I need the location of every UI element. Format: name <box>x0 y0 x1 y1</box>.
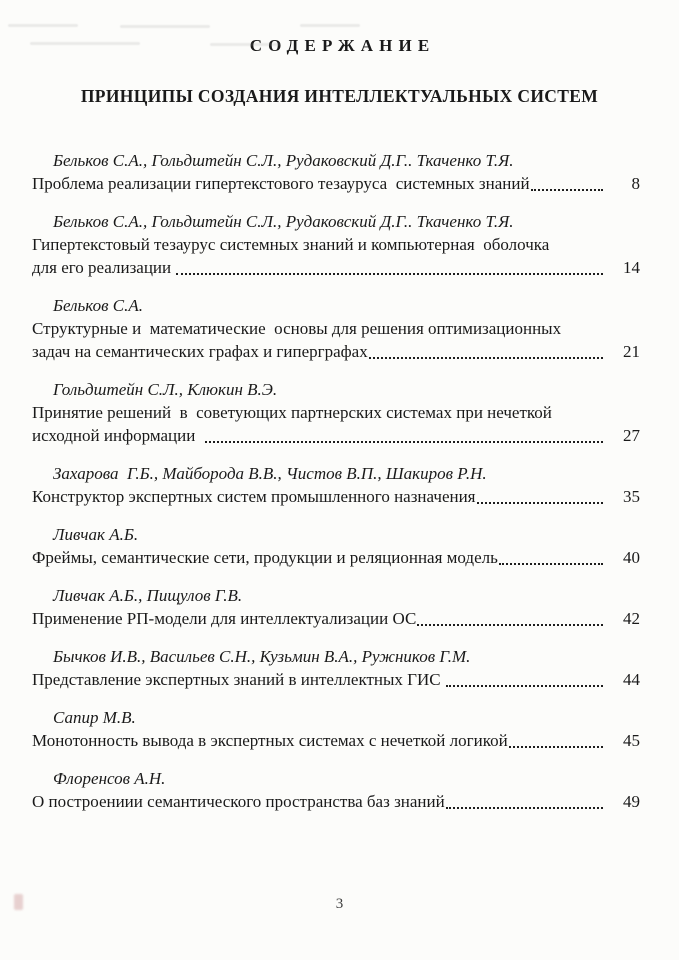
dot-leader <box>509 729 603 748</box>
dot-leader <box>446 790 603 809</box>
toc-entry-page-number: 35 <box>623 487 640 506</box>
toc-entry-title-line <box>32 485 640 508</box>
section-heading: ПРИНЦИПЫ СОЗДАНИЯ ИНТЕЛЛЕКТУАЛЬНЫХ СИСТЕМ <box>80 86 599 106</box>
toc-entry-title: О построениии семантического пространства баз знаний <box>32 792 445 811</box>
toc-entry-title: Применение РП-модели для интеллектуализации ОС <box>32 609 417 628</box>
scan-artifact <box>30 42 140 45</box>
toc-entry-authors: Захарова Г.Б., Майборода В.В., Чистов В.П., Шакиров Р.Н. <box>53 464 487 483</box>
toc-entry-page-number: 42 <box>623 609 640 628</box>
toc-entry-title-line <box>32 790 640 813</box>
toc-entry-page-number: 8 <box>631 174 640 193</box>
dot-leader <box>446 668 603 687</box>
page-number: 3 <box>335 896 344 912</box>
toc-entry-title-line <box>32 401 640 424</box>
contents-title: СОДЕРЖАНИЕ <box>249 36 436 55</box>
toc-entry-authors: Бельков С.А. <box>53 296 143 315</box>
toc-entry-title-line <box>32 233 640 256</box>
toc-entry-title: задач на семантических графах и гиперграфах <box>32 342 368 361</box>
toc-entry-page-number: 27 <box>623 426 640 445</box>
toc-entry-title: Конструктор экспертных систем промышленного назначения <box>32 487 476 506</box>
toc-entry-page-number: 21 <box>623 342 640 361</box>
toc-entry-title-line <box>32 172 640 195</box>
dot-leader <box>176 256 603 275</box>
toc-entry <box>32 378 640 447</box>
toc-list <box>32 149 640 813</box>
toc-entry-title-line <box>32 546 640 569</box>
toc-entry-title: исходной информации <box>32 426 204 445</box>
dot-leader <box>499 546 603 565</box>
toc-entry <box>32 523 640 569</box>
toc-entry <box>32 294 640 363</box>
toc-entry-title-line <box>32 317 640 340</box>
toc-entry-title: Структурные и математические основы для решения оптимизационных <box>32 319 562 338</box>
toc-entry-authors: Гольдштейн С.Л., Клюкин В.Э. <box>53 380 278 399</box>
toc-entry-title-line <box>32 607 640 630</box>
toc-entry <box>32 706 640 752</box>
toc-entry-title-line <box>32 424 640 447</box>
scan-artifact <box>120 25 210 28</box>
toc-entry-authors: Ливчак А.Б. <box>53 525 139 544</box>
toc-entry-title-line <box>32 729 640 752</box>
toc-entry-authors: Флоренсов А.Н. <box>53 769 166 788</box>
dot-leader <box>369 340 603 359</box>
toc-entry-authors: Сапир М.В. <box>53 708 136 727</box>
toc-entry-title: Монотонность вывода в экспертных системах с нечеткой логикой <box>32 731 508 750</box>
toc-entry-authors: Ливчак А.Б., Пищулов Г.В. <box>53 586 243 605</box>
toc-entry-page-number: 40 <box>623 548 640 567</box>
toc-entry-title: Проблема реализации гипертекстового тезауруса системных знаний <box>32 174 530 193</box>
toc-entry <box>32 149 640 195</box>
dot-leader <box>477 485 603 504</box>
toc-entry-page-number: 49 <box>623 792 640 811</box>
scan-artifact <box>210 43 280 46</box>
toc-entry <box>32 767 640 813</box>
toc-entry-title-line <box>32 668 640 691</box>
toc-entry-authors: Бельков С.А., Гольдштейн С.Л., Рудаковский Д.Г.. Ткаченко Т.Я. <box>53 151 514 170</box>
toc-entry-page-number: 45 <box>623 731 640 750</box>
toc-entry-title: Принятие решений в советующих партнерских системах при нечеткой <box>32 403 552 422</box>
toc-entry-title-line <box>32 340 640 363</box>
toc-entry-title: для его реализации <box>32 258 176 277</box>
toc-entry <box>32 210 640 279</box>
toc-entry-authors: Бычков И.В., Васильев С.Н., Кузьмин В.А., Ружников Г.М. <box>53 647 471 666</box>
toc-entry-page-number: 44 <box>623 670 640 689</box>
dot-leader <box>205 424 603 443</box>
toc-entry <box>32 584 640 630</box>
toc-entry-authors: Бельков С.А., Гольдштейн С.Л., Рудаковский Д.Г.. Ткаченко Т.Я. <box>53 212 514 231</box>
dot-leader <box>417 607 603 626</box>
toc-entry-title: Представление экспертных знаний в интеллектных ГИС <box>32 670 445 689</box>
scan-artifact <box>8 24 78 27</box>
toc-entry-title: Фреймы, семантические сети, продукции и реляционная модель <box>32 548 498 567</box>
toc-entry-page-number: 14 <box>623 258 640 277</box>
toc-entry-title: Гипертекстовый тезаурус системных знаний и компьютерная оболочка <box>32 235 550 254</box>
dot-leader <box>531 172 603 191</box>
toc-entry <box>32 462 640 508</box>
scan-artifact <box>300 24 360 27</box>
toc-entry <box>32 645 640 691</box>
toc-entry-title-line <box>32 256 640 279</box>
